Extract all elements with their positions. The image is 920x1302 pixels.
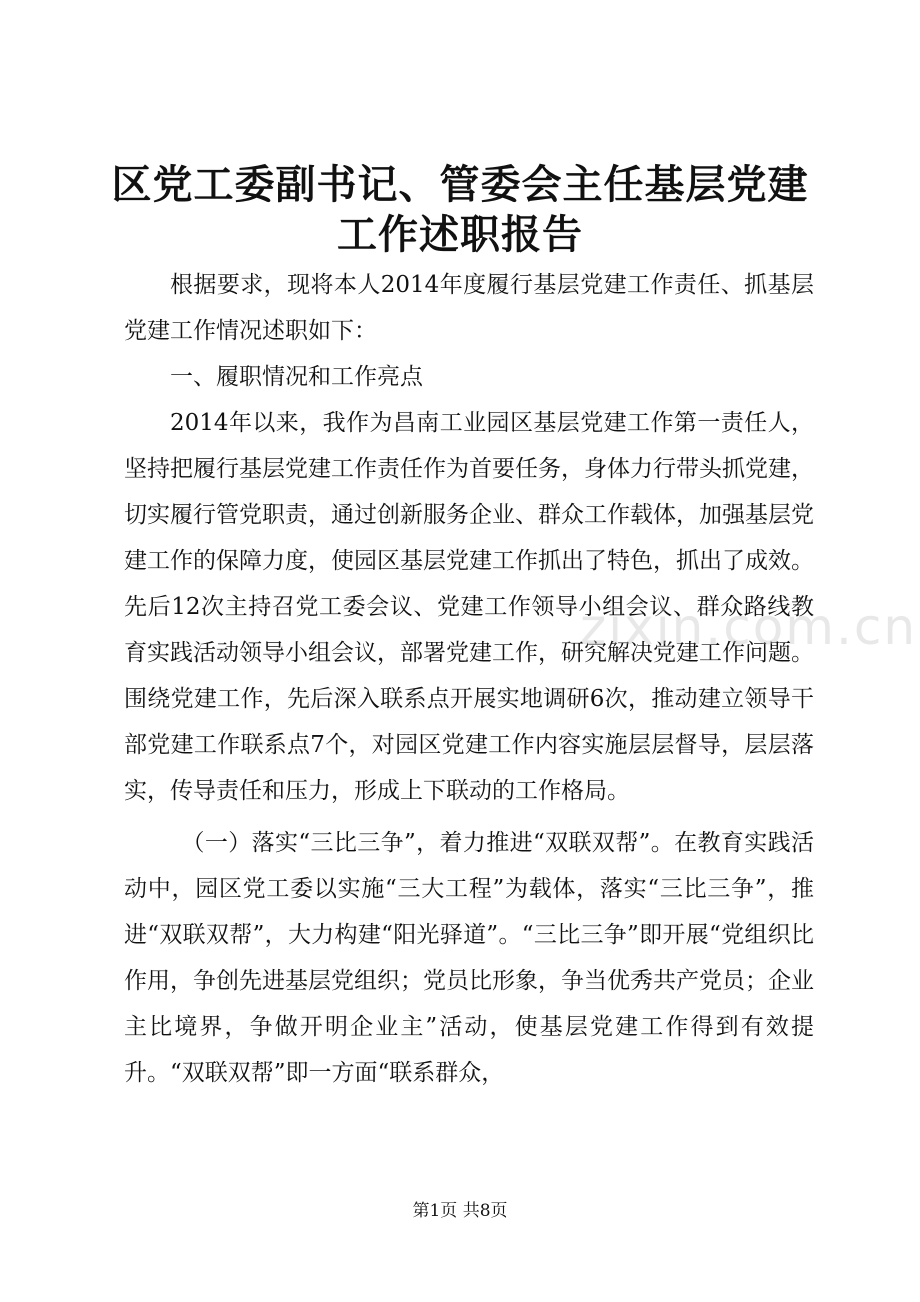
subsection-paragraph: （一）落实“三比三争”，着力推进“双联双帮”。在教育实践活动中，园区党工委以实施“三大工程”为载体，落实“三比三争”，推进“双联双帮”，大力构建“阳光驿道”。“三比三争”即开展“党组织比作用，争创先进基层党组织；党员比形象，争当优秀共产党员；企业主比境界，争做开明企业主”活动，使基层党建工作得到有效提升。“双联双帮”即一方面“联系群众， [124,830,814,1086]
watermark: zixin.com.cn [580,598,918,656]
body-paragraph: 2014年以来，我作为昌南工业园区基层党建工作第一责任人，坚持把履行基层党建工作责任作为首要任务，身体力行带头抓党建，切实履行管党职责，通过创新服务企业、群众工作载体，加强基层党建工作的保障力度，使园区基层党建工作抓出了特色，抓出了成效。先后12次主持召党工委会议、党建工作领导小组会议、群众路线教育实践活动领导小组会议，部署党建工作，研究解决党建工作问题。围绕党建工作，先后深入联系点开展实地调研6次，推动建立领导干部党建工作联系点7个，对园区党建工作内容实施层层督导，层层落实，传导责任和压力，形成上下联动的工作格局。 [124,410,814,804]
section-heading: 一、履职情况和工作亮点 [170,364,423,390]
document-title: 区党工委副书记、管委会主任基层党建工作述职报告 [111,161,809,258]
intro-paragraph: 根据要求，现将本人2014年度履行基层党建工作责任、抓基层党建工作情况述职如下： [124,272,814,344]
page-footer: 第1页 共8页 [412,1201,508,1221]
document-body [124,262,814,1096]
